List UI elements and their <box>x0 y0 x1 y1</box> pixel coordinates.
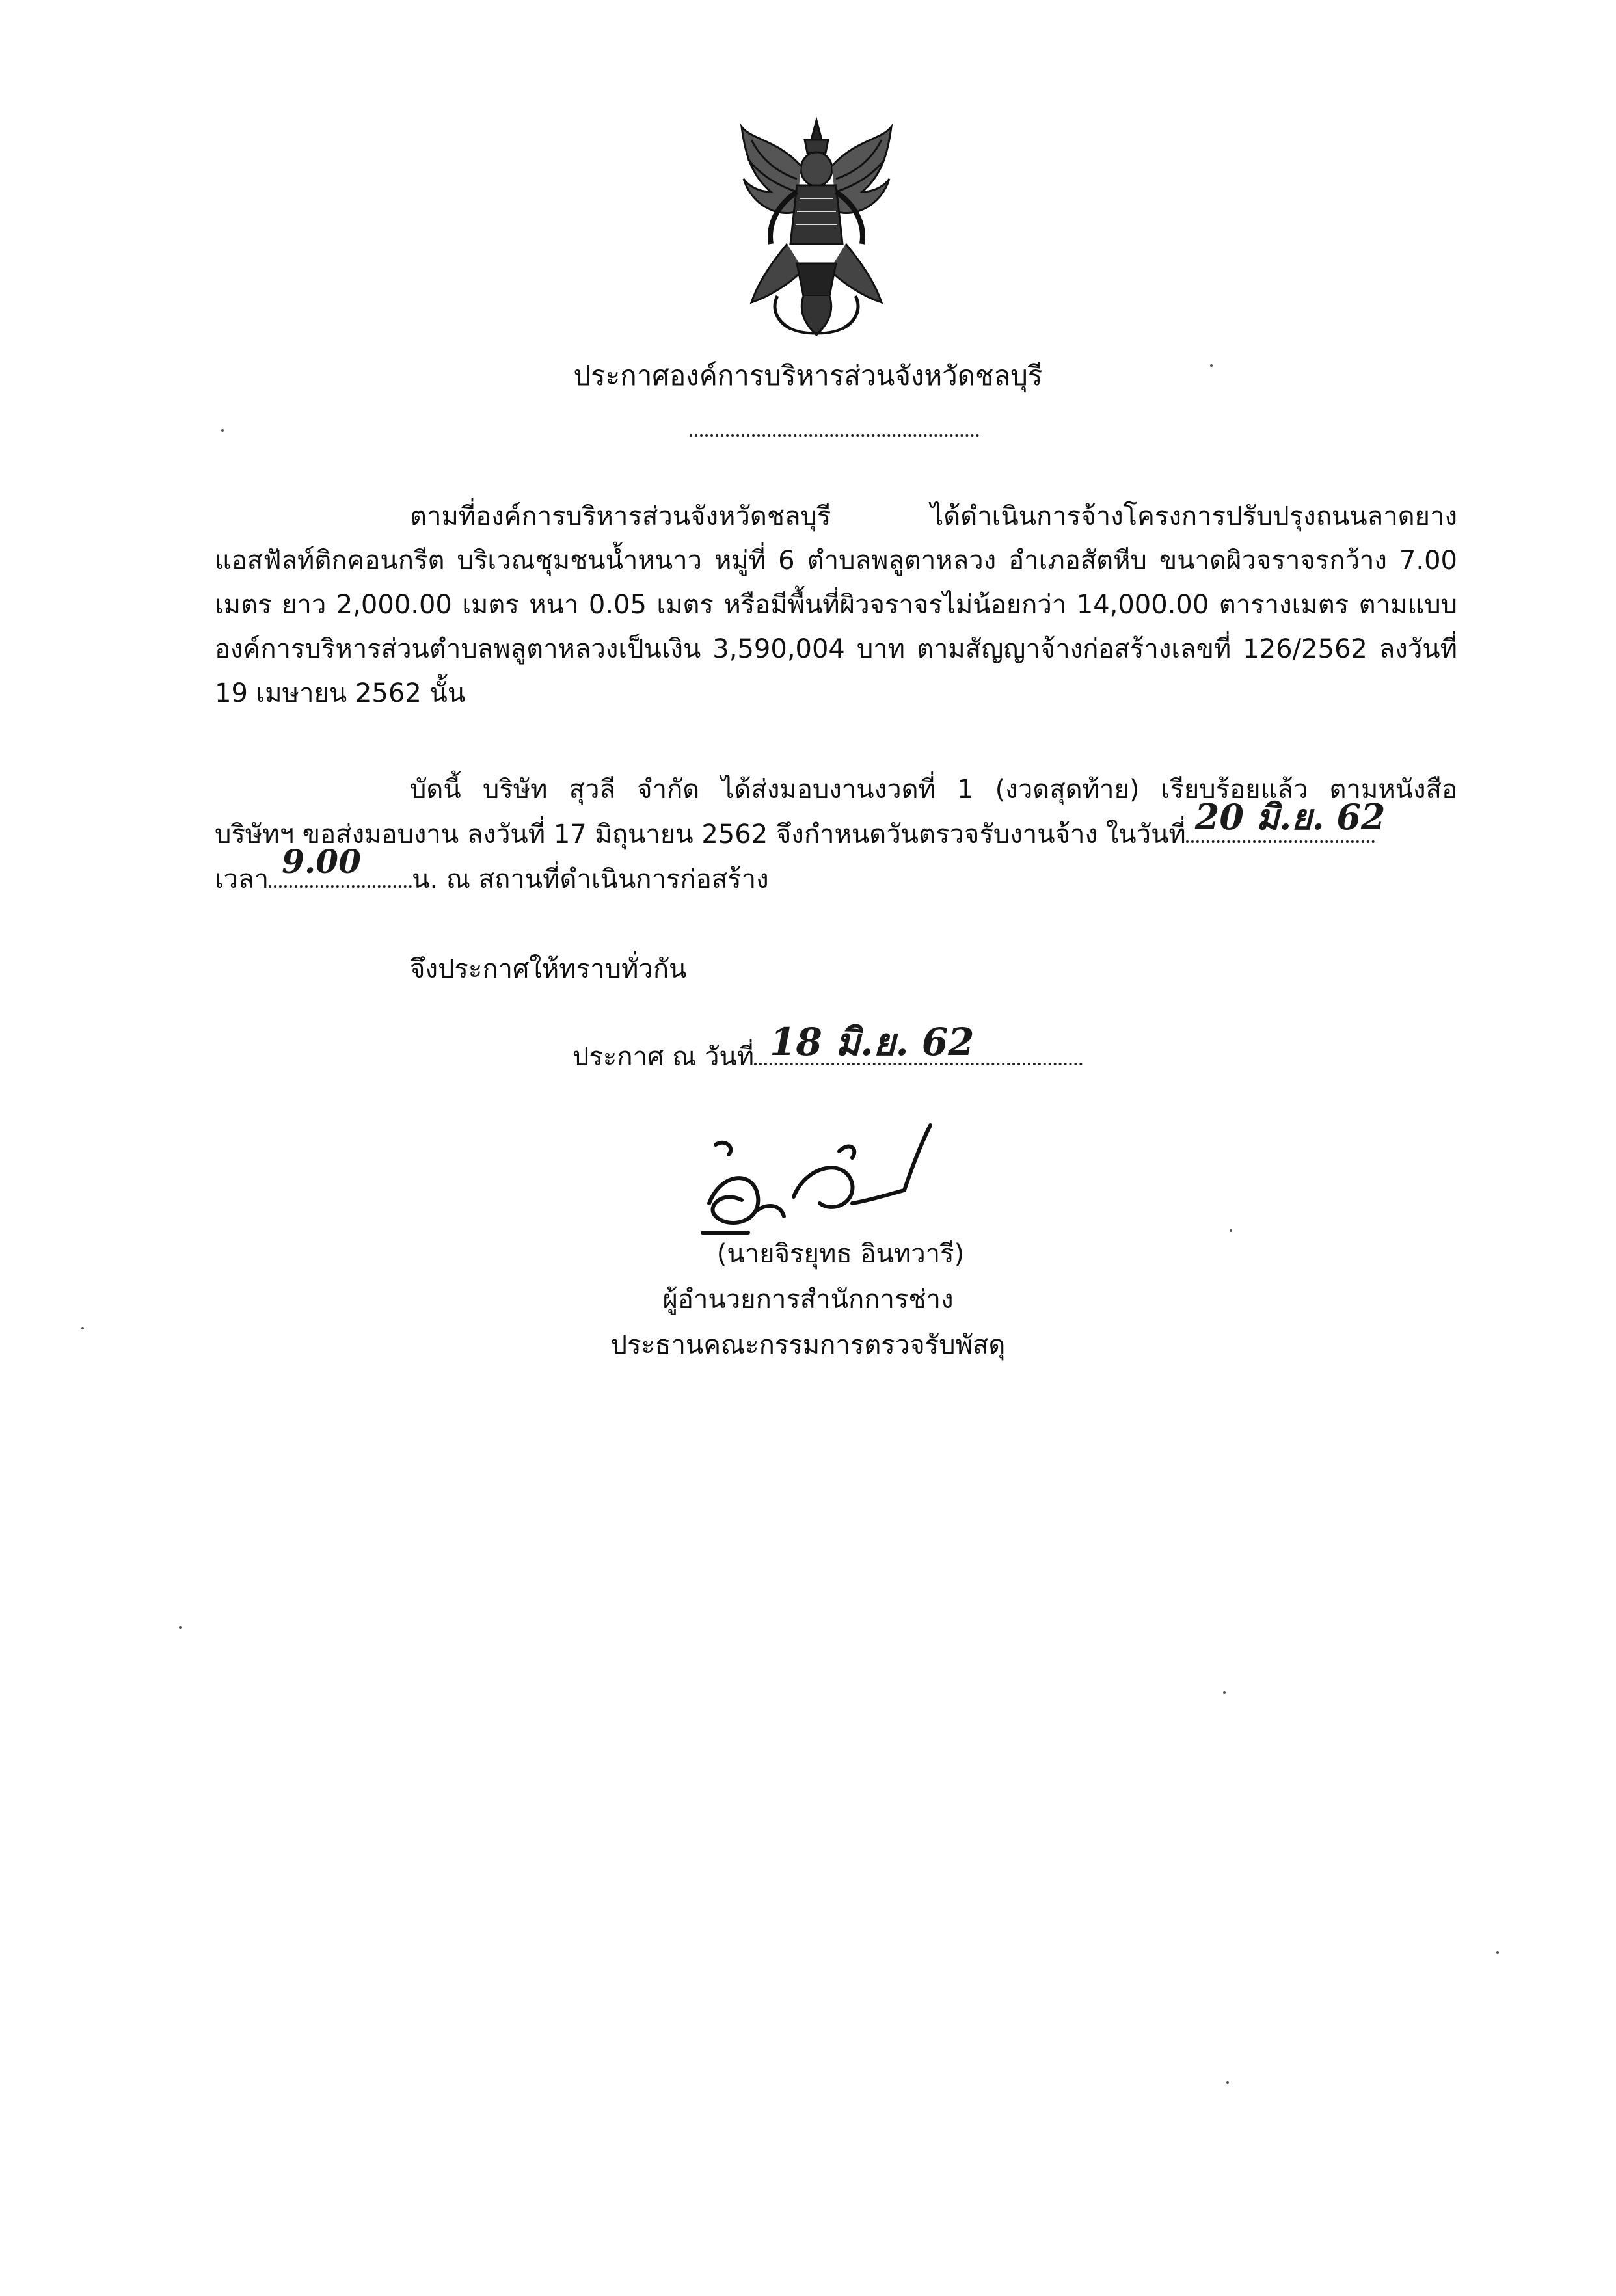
handwritten-signature-icon <box>696 1119 976 1249</box>
inspection-time-handwritten: 9.00 <box>282 842 361 881</box>
scan-speck <box>1223 1691 1226 1694</box>
paragraph1-line: องค์การบริหารส่วนตำบลพลูตาหลวงเป็นเงิน 3,590,004 บาท ตามสัญญาจ้างก่อสร้างเลขที่ 126/2562 ลงวันที่ <box>215 634 1457 664</box>
closing-statement: จึงประกาศให้ทราบทั่วกัน <box>410 954 687 984</box>
scan-speck <box>1226 2081 1229 2084</box>
announcement-date-blank <box>754 1020 1083 1065</box>
paragraph2-line: บัดนี้ บริษัท สุวลี จำกัด ได้ส่งมอบงานงวดที่ 1 (งวดสุดท้าย) เรียบร้อยแล้ว ตามหนังสือ <box>410 775 1457 805</box>
scan-speck <box>221 429 224 432</box>
paragraph1-line: 19 เมษายน 2562 นั้น <box>215 678 466 708</box>
paragraph-project-details <box>215 494 1457 715</box>
scan-speck <box>1230 1229 1232 1232</box>
inspection-time-blank <box>269 842 412 888</box>
scan-speck <box>1210 364 1213 367</box>
scan-speck <box>179 1626 182 1629</box>
signer-role: ประธานคณะกรรมการตรวจรับพัสดุ <box>610 1330 1006 1360</box>
dateline-label: ประกาศ ณ วันที่ <box>572 1042 755 1072</box>
paragraph1-line: เมตร ยาว 2,000.00 เมตร หนา 0.05 เมตร หรือมีพื้นที่ผิวจราจรไม่น้อยกว่า 14,000.00 ตารางเมตร ตามแบบ <box>215 590 1457 620</box>
scan-speck <box>81 1327 84 1329</box>
paragraph1-line: แอสฟัลท์ติกคอนกรีต บริเวณชุมชนน้ำหนาว หมู่ที่ 6 ตำบลพลูตาหลวง อำเภอสัตหีบ ขนาดผิวจราจรกว้าง 7.00 <box>215 546 1457 576</box>
paragraph2-line <box>215 796 1457 857</box>
announcement-dateline <box>572 1020 1083 1076</box>
scan-speck <box>1496 1951 1499 1954</box>
inspection-date-blank <box>1186 796 1386 843</box>
paragraph-delivery-notice <box>215 768 1457 901</box>
announcement-date-handwritten: 18 มิ.ย. 62 <box>770 1020 975 1064</box>
signer-position: ผู้อำนวยการสำนักการช่าง <box>662 1285 954 1315</box>
signer-name: (นายจิรยุทธ อินทวารี) <box>716 1239 965 1269</box>
time-location-text: น. ณ สถานที่ดำเนินการก่อสร้าง <box>412 864 769 894</box>
title-dotted-rule <box>690 434 979 437</box>
garuda-emblem-icon <box>732 114 901 338</box>
inspection-date-handwritten: 20 มิ.ย. 62 <box>1194 796 1386 838</box>
time-label: เวลา <box>215 864 269 894</box>
paragraph2-line <box>215 842 1457 901</box>
paragraph2-line2-text: บริษัทฯ ขอส่งมอบงาน ลงวันที่ 17 มิถุนายน 2562 จึงกำหนดวันตรวจรับงานจ้าง ในวันที่ <box>215 820 1186 849</box>
announcement-title: ประกาศองค์การบริหารส่วนจังหวัดชลบุรี <box>573 360 1043 392</box>
paragraph1-line: ตามที่องค์การบริหารส่วนจังหวัดชลบุรี ได้ดำเนินการจ้างโครงการปรับปรุงถนนลาดยาง <box>410 501 1457 531</box>
